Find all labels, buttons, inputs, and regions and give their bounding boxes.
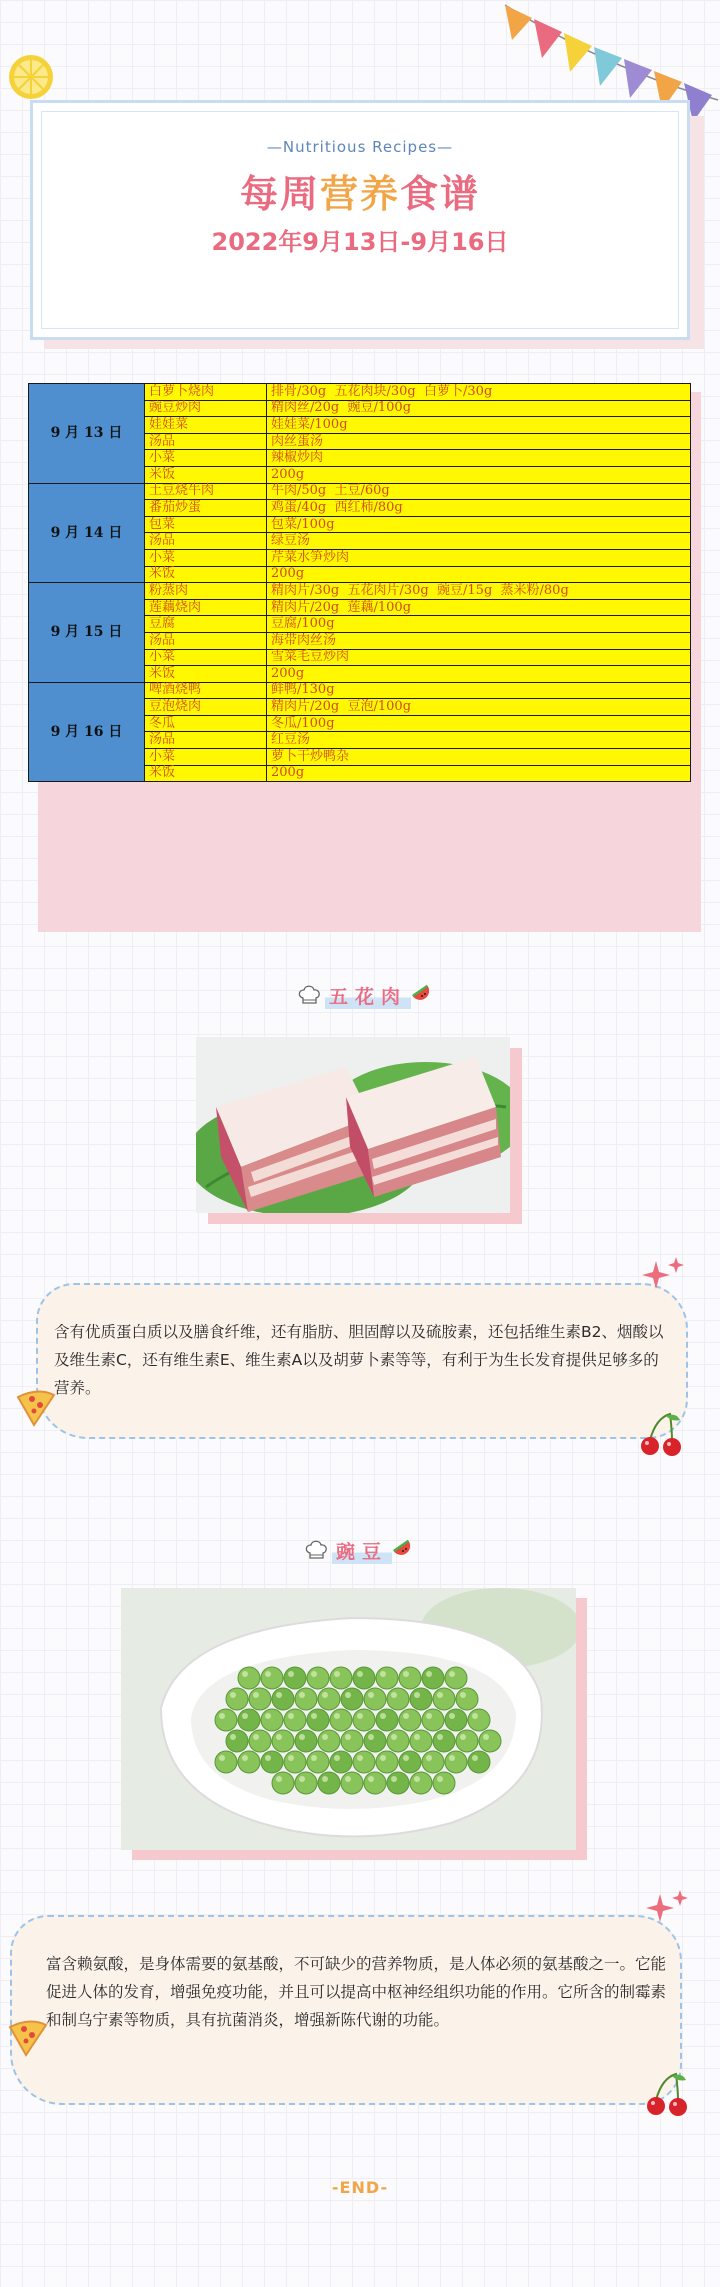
peas-description: 富含赖氨酸，是身体需要的氨基酸，不可缺少的营养物质，是人体必须的氨基酸之一。它能促进人体的发育，增强免疫功能，并且可以提高中枢神经组织功能的作用。它所含的制霉素和制乌宁素等物质，具有抗菌消炎，增强新陈代谢的功能。 <box>46 1955 667 2029</box>
pea <box>318 1772 340 1794</box>
title-part-2: 营养 <box>319 172 400 216</box>
menu-ingredients-cell: 绿豆汤 <box>267 533 691 550</box>
pea <box>341 1772 363 1794</box>
pea-highlight <box>460 1734 466 1740</box>
pea <box>226 1730 248 1752</box>
pea <box>422 1709 444 1731</box>
pea <box>307 1751 329 1773</box>
menu-dish-cell: 豆泡烧肉 <box>145 699 267 716</box>
pea <box>215 1709 237 1731</box>
menu-ingredients-cell: 牛肉/50g 土豆/60g <box>267 483 691 500</box>
pizza-icon <box>14 1385 58 1429</box>
lemon-icon <box>6 52 56 102</box>
pea <box>399 1751 421 1773</box>
chef-hat-icon <box>297 982 323 1008</box>
menu-row <box>29 682 691 699</box>
watermelon-icon <box>411 983 435 1007</box>
pea-highlight <box>276 1734 282 1740</box>
pea-highlight <box>242 1671 248 1677</box>
sparkle-icon <box>642 1888 692 1928</box>
pea <box>284 1667 306 1689</box>
pea <box>295 1772 317 1794</box>
section-pork-header <box>286 975 446 1015</box>
pea <box>272 1688 294 1710</box>
pea <box>272 1730 294 1752</box>
menu-ingredients-cell: 娃娃菜/100g <box>267 417 691 434</box>
pea-highlight <box>380 1671 386 1677</box>
pea-highlight <box>219 1755 225 1761</box>
menu-dish-cell: 米饭 <box>145 765 267 782</box>
menu-dish-cell: 米饭 <box>145 666 267 683</box>
sparkle-icon <box>638 1255 688 1295</box>
pea-highlight <box>472 1713 478 1719</box>
menu-ingredients-cell: 鸡蛋/40g 西红柿/80g <box>267 500 691 517</box>
menu-dish-cell: 土豆烧牛肉 <box>145 483 267 500</box>
end-label: -END- <box>331 2178 389 2197</box>
date-range: 2022年9月13日-9月16日 <box>211 228 509 256</box>
pea-highlight <box>391 1776 397 1782</box>
menu-day-cell: 9 月 14 日 <box>29 483 145 583</box>
pea-highlight <box>426 1713 432 1719</box>
menu-dish-cell: 小菜 <box>145 649 267 666</box>
pea <box>261 1709 283 1731</box>
pea <box>249 1730 271 1752</box>
pea-highlight <box>426 1755 432 1761</box>
pea-highlight <box>449 1671 455 1677</box>
pea-highlight <box>276 1692 282 1698</box>
pea-highlight <box>460 1692 466 1698</box>
menu-ingredients-cell: 红豆汤 <box>267 732 691 749</box>
pea-highlight <box>219 1713 225 1719</box>
pea-highlight <box>345 1734 351 1740</box>
header-card <box>30 100 690 340</box>
menu-dish-cell: 小菜 <box>145 549 267 566</box>
chef-hat-icon <box>304 1537 330 1563</box>
pea-highlight <box>322 1692 328 1698</box>
menu-dish-cell: 汤品 <box>145 632 267 649</box>
menu-dish-cell: 包菜 <box>145 516 267 533</box>
pea-highlight <box>299 1734 305 1740</box>
menu-ingredients-cell: 肉丝蛋汤 <box>267 433 691 450</box>
menu-day-cell: 9 月 13 日 <box>29 384 145 484</box>
title-part-1: 每周 <box>239 172 320 216</box>
menu-dish-cell: 粉蒸肉 <box>145 583 267 600</box>
pea <box>295 1688 317 1710</box>
menu-dish-cell: 娃娃菜 <box>145 417 267 434</box>
pea <box>341 1730 363 1752</box>
pea <box>353 1667 375 1689</box>
pea-highlight <box>391 1692 397 1698</box>
pea <box>318 1730 340 1752</box>
pea <box>307 1667 329 1689</box>
pea <box>376 1709 398 1731</box>
pea <box>284 1751 306 1773</box>
pea-highlight <box>357 1713 363 1719</box>
menu-ingredients-cell: 豆腐/100g <box>267 616 691 633</box>
pea <box>387 1772 409 1794</box>
pea-highlight <box>345 1692 351 1698</box>
pea-highlight <box>357 1755 363 1761</box>
pea <box>353 1751 375 1773</box>
cherry-icon <box>642 2070 692 2120</box>
pea-highlight <box>472 1755 478 1761</box>
menu-table-body <box>29 384 691 782</box>
menu-dish-cell: 小菜 <box>145 450 267 467</box>
menu-ingredients-cell: 海带肉丝汤 <box>267 632 691 649</box>
pea <box>468 1709 490 1731</box>
pea-highlight <box>242 1713 248 1719</box>
pork-belly-image <box>196 1037 510 1213</box>
pea-highlight <box>449 1713 455 1719</box>
pea-highlight <box>253 1734 259 1740</box>
pea-highlight <box>437 1776 443 1782</box>
pea-highlight <box>437 1734 443 1740</box>
pea-highlight <box>414 1692 420 1698</box>
menu-ingredients-cell: 辣椒炒肉 <box>267 450 691 467</box>
pea-highlight <box>449 1755 455 1761</box>
menu-ingredients-cell: 包菜/100g <box>267 516 691 533</box>
pea-highlight <box>414 1776 420 1782</box>
pea <box>215 1751 237 1773</box>
pea <box>353 1709 375 1731</box>
pea-highlight <box>288 1671 294 1677</box>
pizza-icon <box>6 2015 50 2059</box>
pea <box>445 1709 467 1731</box>
menu-dish-cell: 汤品 <box>145 533 267 550</box>
menu-row <box>29 583 691 600</box>
pea <box>364 1772 386 1794</box>
menu-ingredients-cell: 雪菜毛豆炒肉 <box>267 649 691 666</box>
pea <box>318 1688 340 1710</box>
pea <box>330 1667 352 1689</box>
menu-dish-cell: 豌豆炒肉 <box>145 400 267 417</box>
menu-ingredients-cell: 精肉片/20g 莲藕/100g <box>267 599 691 616</box>
menu-ingredients-cell: 冬瓜/100g <box>267 715 691 732</box>
pea-highlight <box>414 1734 420 1740</box>
pea-highlight <box>265 1755 271 1761</box>
menu-ingredients-cell: 精肉片/20g 豆泡/100g <box>267 699 691 716</box>
pea-highlight <box>253 1692 259 1698</box>
pea <box>445 1667 467 1689</box>
pea-highlight <box>380 1713 386 1719</box>
pork-photo <box>196 1037 510 1213</box>
watermelon-icon <box>392 1538 416 1562</box>
pea <box>479 1730 501 1752</box>
menu-row <box>29 384 691 401</box>
pea <box>422 1751 444 1773</box>
menu-table <box>28 383 691 782</box>
menu-dish-cell: 啤酒烧鸭 <box>145 682 267 699</box>
menu-dish-cell: 莲藕烧肉 <box>145 599 267 616</box>
menu-ingredients-cell: 精肉片/30g 五花肉片/30g 豌豆/15g 蒸米粉/80g <box>267 583 691 600</box>
pea-highlight <box>311 1671 317 1677</box>
pea-highlight <box>345 1776 351 1782</box>
menu-ingredients-cell: 200g <box>267 566 691 583</box>
pea <box>376 1751 398 1773</box>
pea <box>433 1688 455 1710</box>
pea <box>456 1730 478 1752</box>
pea <box>376 1667 398 1689</box>
pea-highlight <box>242 1755 248 1761</box>
peas-photo <box>121 1588 576 1850</box>
menu-dish-cell: 米饭 <box>145 466 267 483</box>
pea-highlight <box>311 1713 317 1719</box>
section-pork-label-wrap <box>286 975 446 1015</box>
pea <box>468 1751 490 1773</box>
menu-ingredients-cell: 芹菜水笋炒肉 <box>267 549 691 566</box>
title-part-3: 食谱 <box>400 172 481 216</box>
pea <box>364 1730 386 1752</box>
pea <box>295 1730 317 1752</box>
menu-dish-cell: 冬瓜 <box>145 715 267 732</box>
pea <box>272 1772 294 1794</box>
pea <box>238 1751 260 1773</box>
pea-highlight <box>437 1692 443 1698</box>
pea <box>261 1751 283 1773</box>
pea <box>284 1709 306 1731</box>
peas-image <box>121 1588 576 1850</box>
pea-highlight <box>288 1713 294 1719</box>
menu-ingredients-cell: 精肉丝/20g 豌豆/100g <box>267 400 691 417</box>
pea-highlight <box>334 1713 340 1719</box>
menu-ingredients-cell: 200g <box>267 765 691 782</box>
pea <box>238 1667 260 1689</box>
pea-highlight <box>368 1776 374 1782</box>
pea <box>422 1667 444 1689</box>
pea-highlight <box>265 1671 271 1677</box>
section-peas-label: 豌豆 <box>332 1537 392 1564</box>
pea-highlight <box>288 1755 294 1761</box>
pea-highlight <box>403 1713 409 1719</box>
header-subtitle: —Nutritious Recipes— <box>266 138 454 156</box>
menu-dish-cell: 小菜 <box>145 749 267 766</box>
menu-ingredients-cell: 200g <box>267 666 691 683</box>
menu-row <box>29 483 691 500</box>
pea <box>399 1709 421 1731</box>
pea <box>238 1709 260 1731</box>
pea-highlight <box>403 1671 409 1677</box>
pea <box>399 1667 421 1689</box>
section-peas-header <box>295 1530 425 1570</box>
pea-highlight <box>230 1692 236 1698</box>
pea <box>226 1688 248 1710</box>
pea-highlight <box>357 1671 363 1677</box>
pea-highlight <box>368 1734 374 1740</box>
pea-highlight <box>276 1776 282 1782</box>
pea <box>330 1751 352 1773</box>
pea <box>364 1688 386 1710</box>
pork-description: 含有优质蛋白质以及膳食纤维，还有脂肪、胆固醇以及硫胺素，还包括维生素B2、烟酸以及维生素C，还有维生素E、维生素A以及胡萝卜素等等，有利于为生长发育提供足够多的营养。 <box>54 1323 664 1397</box>
pea-highlight <box>483 1734 489 1740</box>
pea-highlight <box>368 1692 374 1698</box>
menu-ingredients-cell: 萝卜干炒鸭杂 <box>267 749 691 766</box>
cherry-icon <box>636 1410 686 1460</box>
pea <box>410 1730 432 1752</box>
pea-highlight <box>322 1734 328 1740</box>
pea <box>307 1709 329 1731</box>
pea <box>387 1688 409 1710</box>
menu-dish-cell: 汤品 <box>145 433 267 450</box>
pea <box>410 1772 432 1794</box>
menu-dish-cell: 番茄炒蛋 <box>145 500 267 517</box>
menu-day-cell: 9 月 15 日 <box>29 583 145 683</box>
section-pork-label: 五花肉 <box>325 982 411 1009</box>
pea-highlight <box>391 1734 397 1740</box>
page-title <box>0 163 720 218</box>
pea-highlight <box>265 1713 271 1719</box>
pea <box>249 1688 271 1710</box>
pea <box>410 1688 432 1710</box>
menu-ingredients-cell: 200g <box>267 466 691 483</box>
pea <box>341 1688 363 1710</box>
pea-highlight <box>322 1776 328 1782</box>
pea <box>261 1667 283 1689</box>
pea-highlight <box>311 1755 317 1761</box>
pea-highlight <box>426 1671 432 1677</box>
pea-highlight <box>230 1734 236 1740</box>
menu-dish-cell: 豆腐 <box>145 616 267 633</box>
pea <box>445 1751 467 1773</box>
menu-ingredients-cell: 排骨/30g 五花肉块/30g 白萝卜/30g <box>267 384 691 401</box>
menu-dish-cell: 米饭 <box>145 566 267 583</box>
pea <box>387 1730 409 1752</box>
pea <box>433 1730 455 1752</box>
menu-ingredients-cell: 鲜鸭/130g <box>267 682 691 699</box>
pea <box>456 1688 478 1710</box>
menu-day-cell: 9 月 16 日 <box>29 682 145 782</box>
pea-highlight <box>380 1755 386 1761</box>
pea-highlight <box>334 1755 340 1761</box>
pea-highlight <box>299 1776 305 1782</box>
menu-dish-cell: 白萝卜烧肉 <box>145 384 267 401</box>
pea-highlight <box>403 1755 409 1761</box>
pea <box>330 1709 352 1731</box>
pea-highlight <box>299 1692 305 1698</box>
menu-dish-cell: 汤品 <box>145 732 267 749</box>
pea-highlight <box>334 1671 340 1677</box>
pea <box>433 1772 455 1794</box>
section-peas-label-wrap <box>295 1530 425 1570</box>
